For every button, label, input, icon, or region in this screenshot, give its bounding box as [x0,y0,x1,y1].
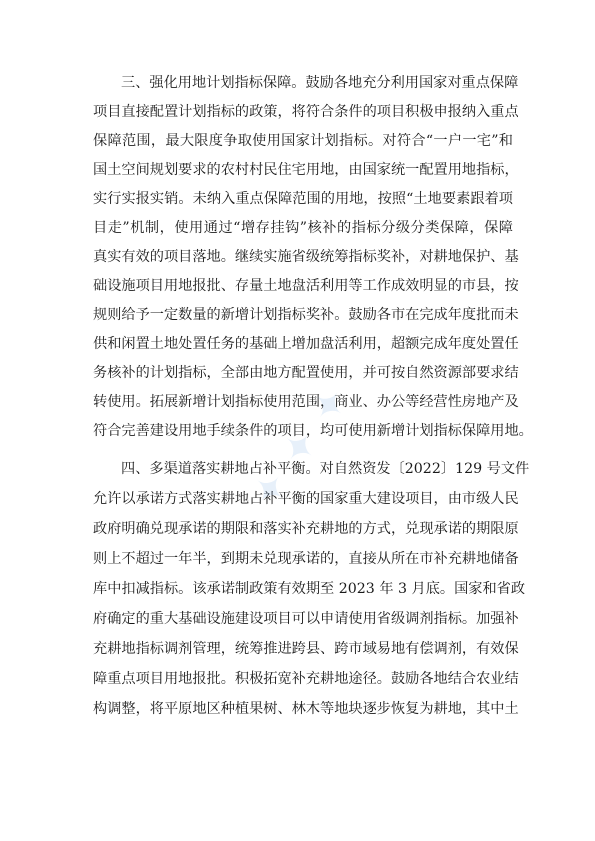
watermark: ✦ ✦ ✦ [242,377,360,517]
text-line: 国土空间规划要求的农村村民住宅用地，由国家统一配置用地指标， [93,162,519,178]
text-line: 库中扣减指标。该承诺制政策有效期至 2023 年 3 月底。国家和省政 [93,581,526,597]
text-line: 实行实报实销。未纳入重点保障范围的用地，按照“土地要素跟着项 [93,191,513,207]
text-line: 项目直接配置计划指标的政策，将符合条件的项目积极申报纳入重点 [93,104,519,120]
text-line: 允许以承诺方式落实耕地占补平衡的国家重大建设项目，由市级人民 [93,491,519,507]
text-line: 目走”机制，使用通过“增存挂钩”核补的指标分级分类保障，保障 [93,220,513,236]
text-line: 供和闲置土地处置任务的基础上增加盘活利用，超额完成年度处置任 [93,336,519,352]
text-line: 础设施项目用地报批、存量土地盘活利用等工作成效明显的市县，按 [93,278,519,294]
text-line: 充耕地指标调剂管理，统筹推进跨县、跨市域易地有偿调剂，有效保 [93,641,519,657]
text-line: 则上不超过一年半，到期未兑现承诺的，直接从所在市补充耕地储备 [93,551,519,567]
text-line: 府确定的重大基础设施建设项目可以申请使用省级调剂指标。加强补 [93,611,519,627]
text-line: 四、多渠道落实耕地占补平衡。对自然资发〔2022〕129 号文件 [121,461,530,477]
text-line: 构调整，将平原地区种植果树、林木等地块逐步恢复为耕地，其中土 [93,701,519,717]
text-line: 三、强化用地计划指标保障。鼓励各地充分利用国家对重点保障 [121,75,519,91]
text-line: 规则给予一定数量的新增计划指标奖补。鼓励各市在完成年度批而未 [93,307,519,323]
text-line: 障重点项目用地报批。积极拓宽补充耕地途径。鼓励各地结合农业结 [93,671,519,687]
text-line: 保障范围，最大限度争取使用国家计划指标。对符合“一户一宅”和 [93,133,513,149]
text-line: 转使用。拓展新增计划指标使用范围，商业、办公等经营性房地产及 [93,394,519,410]
text-line: 符合完善建设用地手续条件的项目，均可使用新增计划指标保障用地。 [93,423,533,439]
text-line: 真实有效的项目落地。继续实施省级统筹指标奖补，对耕地保护、基 [93,249,519,265]
text-line: 务核补的计划指标，全部由地方配置使用，并可按自然资源部要求结 [93,365,519,381]
text-line: 政府明确兑现承诺的期限和落实补充耕地的方式，兑现承诺的期限原 [93,521,519,537]
